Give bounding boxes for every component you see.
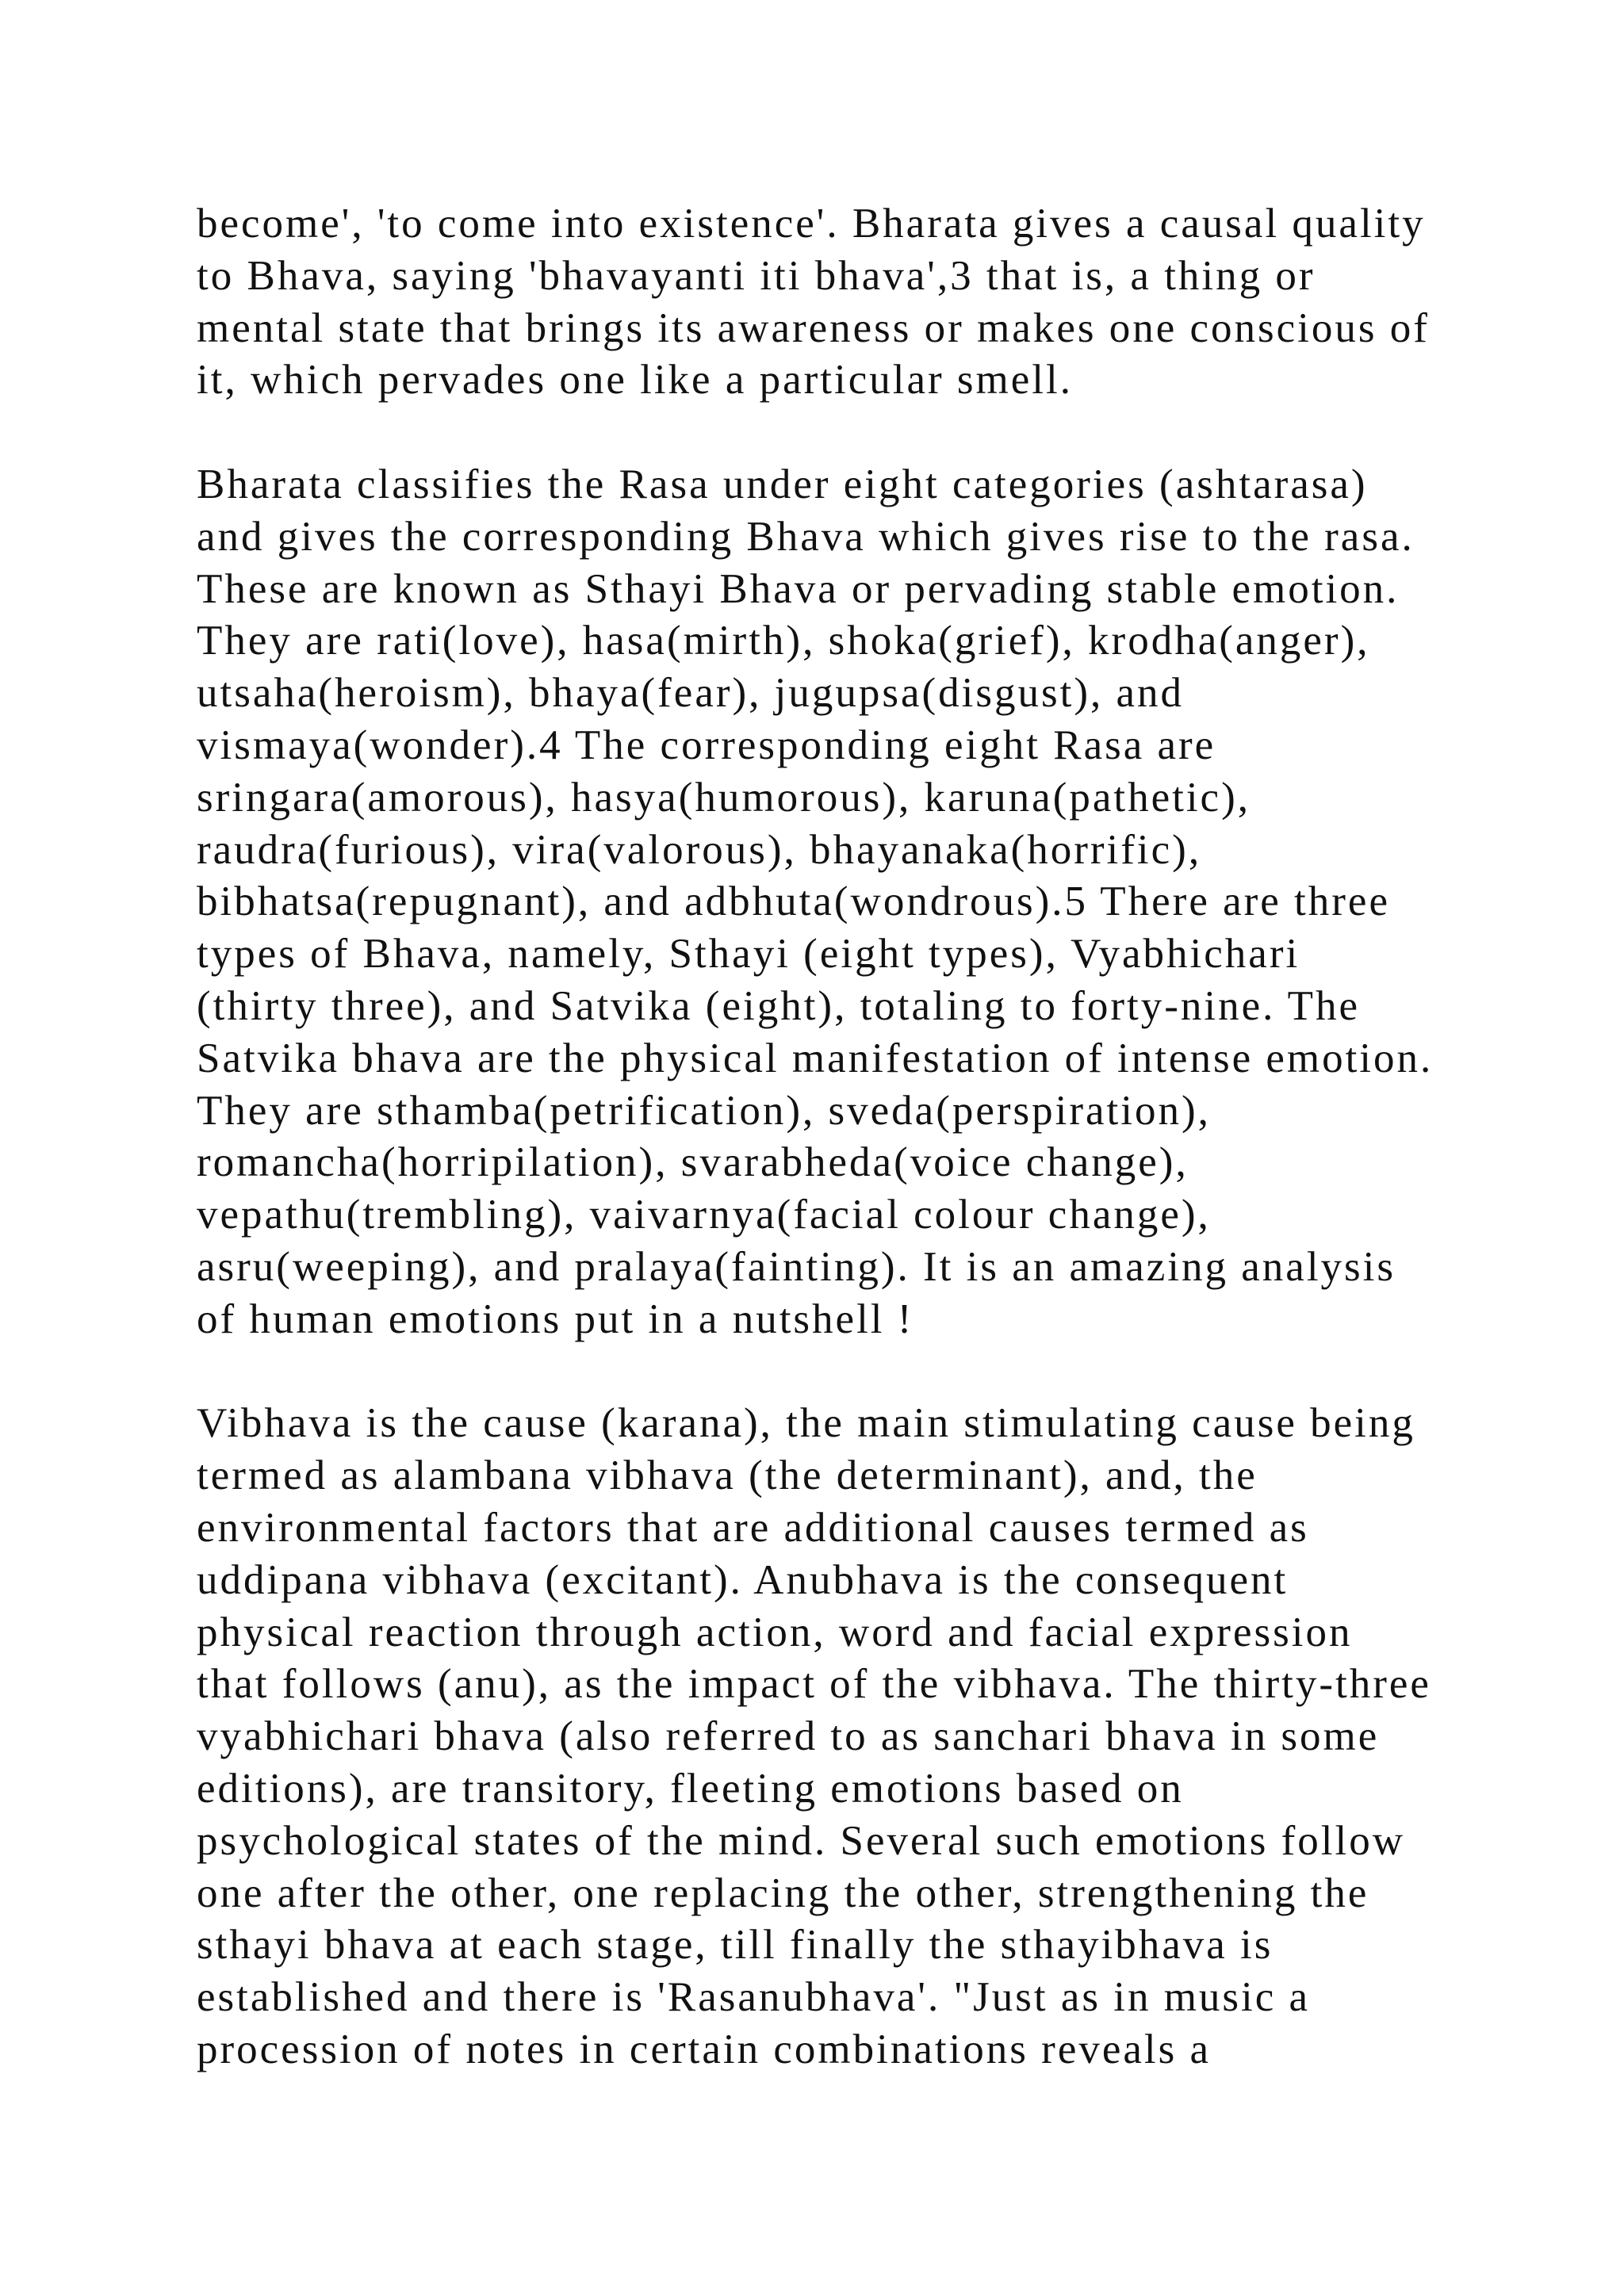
- text-line: to Bhava, saying 'bhavayanti iti bhava',3 that is, a thing or: [197, 252, 1316, 299]
- text-line: vepathu(trembling), vaivarnya(facial colour change),: [197, 1192, 1211, 1238]
- text-line: raudra(furious), vira(valorous), bhayanaka(horrific),: [197, 826, 1202, 873]
- text-line: romancha(horripilation), svarabheda(voice change),: [197, 1139, 1189, 1186]
- text-line: These are known as Sthayi Bhava or pervading stable emotion.: [197, 565, 1400, 612]
- text-line: established and there is 'Rasanubhava'. "Just as in music a: [197, 1974, 1311, 2021]
- text-line: physical reaction through action, word and facial expression: [197, 1609, 1353, 1655]
- text-line: uddipana vibhava (excitant). Anubhava is the consequent: [197, 1556, 1289, 1603]
- text-line: Bharata classifies the Rasa under eight categories (ashtarasa): [197, 461, 1368, 507]
- paragraph-bhava-definition: [197, 198, 1624, 407]
- text-line: psychological states of the mind. Several such emotions follow: [197, 1817, 1405, 1864]
- text-line: editions), are transitory, fleeting emotions based on: [197, 1765, 1184, 1812]
- text-line: procession of notes in certain combinations reveals a: [197, 2026, 1212, 2072]
- text-line: bibhatsa(repugnant), and adbhuta(wondrous).5 There are three: [197, 878, 1390, 925]
- text-line: and gives the corresponding Bhava which gives rise to the rasa.: [197, 513, 1415, 560]
- text-line: (thirty three), and Satvika (eight), totaling to forty-nine. The: [197, 982, 1361, 1029]
- text-line: asru(weeping), and pralaya(fainting). It is an amazing analysis: [197, 1243, 1396, 1290]
- text-line: They are sthamba(petrification), sveda(perspiration),: [197, 1087, 1211, 1134]
- text-line: sthayi bhava at each stage, till finally the sthayibhava is: [197, 1922, 1274, 1969]
- text-line: sringara(amorous), hasya(humorous), karuna(pathetic),: [197, 774, 1251, 821]
- text-line: types of Bhava, namely, Sthayi (eight types), Vyabhichari: [197, 931, 1300, 978]
- text-line: vismaya(wonder).4 The corresponding eight Rasa are: [197, 721, 1216, 768]
- paragraph-vibhava: [197, 1398, 1624, 2076]
- text-line: utsaha(heroism), bhaya(fear), jugupsa(disgust), and: [197, 670, 1185, 717]
- text-line: of human emotions put in a nutshell !: [197, 1295, 914, 1342]
- text-line: vyabhichari bhava (also referred to as sanchari bhava in some: [197, 1713, 1380, 1760]
- text-line: it, which pervades one like a particular smell.: [197, 357, 1073, 404]
- text-line: that follows (anu), as the impact of the vibhava. The thirty-three: [197, 1661, 1431, 1708]
- text-line: termed as alambana vibhava (the determinant), and, the: [197, 1452, 1258, 1499]
- text-line: Vibhava is the cause (karana), the main stimulating cause being: [197, 1400, 1415, 1447]
- paragraph-rasa-categories: [197, 459, 1624, 1346]
- text-line: They are rati(love), hasa(mirth), shoka(grief), krodha(anger),: [197, 618, 1370, 664]
- text-line: mental state that brings its awareness or makes one conscious of: [197, 304, 1430, 351]
- text-line: one after the other, one replacing the other, strengthening the: [197, 1869, 1369, 1916]
- text-line: environmental factors that are additional causes termed as: [197, 1504, 1309, 1551]
- text-line: Satvika bhava are the physical manifestation of intense emotion.: [197, 1035, 1434, 1081]
- text-line: become', 'to come into existence'. Bharata gives a causal quality: [197, 201, 1426, 247]
